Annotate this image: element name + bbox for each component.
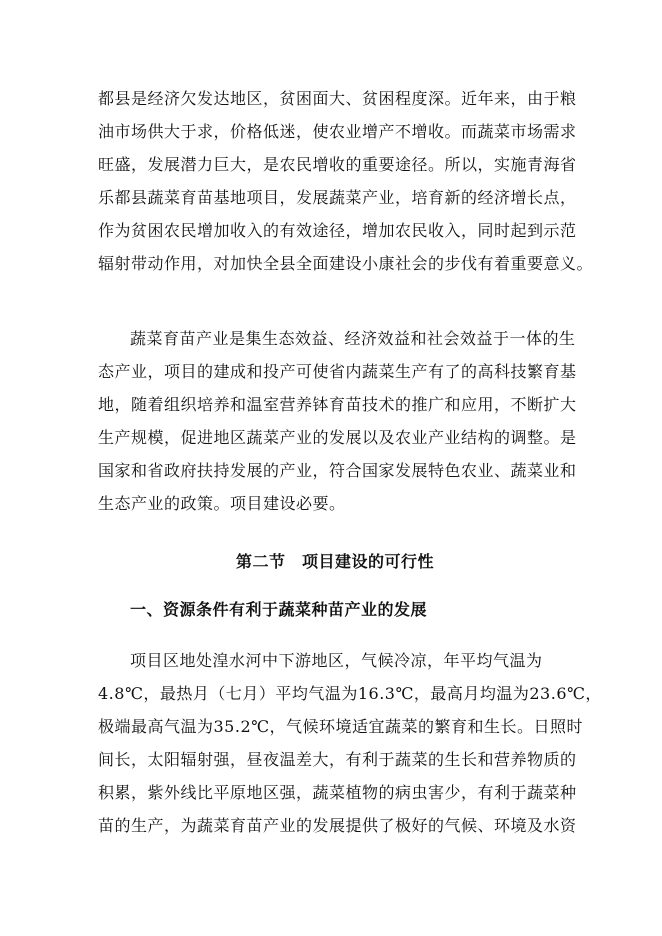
text-line: 地，随着组织培养和温室营养钵育苗技术的推广和应用，不断扩大 <box>98 395 577 414</box>
section-heading: 第二节 项目建设的可行性 <box>236 552 435 571</box>
text-line: 态产业，项目的建成和投产可使省内蔬菜生产有了的高科技繁育基 <box>98 362 577 381</box>
text-line: 作为贫困农民增加收入的有效途径，增加农民收入，同时起到示范 <box>98 221 577 240</box>
text-line: 蔬菜育苗产业是集生态效益、经济效益和社会效益于一体的生 <box>130 329 576 348</box>
text-line: 苗的生产，为蔬菜育苗产业的发展提供了极好的气候、环境及水资 <box>98 816 577 835</box>
text-line: 生产规模，促进地区蔬菜产业的发展以及农业产业结构的调整。是 <box>98 428 577 447</box>
text-line: 间长，太阳辐射强，昼夜温差大，有利于蔬菜的生长和营养物质的 <box>98 750 577 769</box>
text-line: 旺盛，发展潜力巨大，是农民增收的重要途径。所以，实施青海省 <box>98 155 577 174</box>
text-line: 积累，紫外线比平原地区强，蔬菜植物的病虫害少，有利于蔬菜种 <box>98 783 577 802</box>
text-line: 都县是经济欠发达地区，贫困面大、贫困程度深。近年来，由于粮 <box>98 89 577 108</box>
subheading: 一、资源条件有利于蔬菜种苗产业的发展 <box>130 600 428 619</box>
text-line: 生态产业的政策。项目建设必要。 <box>98 494 346 513</box>
text-line: 油市场供大于求，价格低迷，使农业增产不增收。而蔬菜市场需求 <box>98 122 577 141</box>
text-line: 极端最高气温为35.2℃，气候环境适宜蔬菜的繁育和生长。日照时 <box>98 717 584 736</box>
text-line: 国家和省政府扶持发展的产业，符合国家发展特色农业、蔬菜业和 <box>98 461 577 480</box>
text-line: 项目区地处湟水河中下游地区，气候冷凉，年平均气温为 <box>130 651 543 670</box>
text-line: 辐射带动作用，对加快全县全面建设小康社会的步伐有着重要意义。 <box>98 254 594 273</box>
text-line: 乐都县蔬菜育苗基地项目，发展蔬菜产业，培育新的经济增长点， <box>98 188 577 207</box>
text-line: 4.8℃，最热月（七月）平均气温为16.3℃，最高月均温为23.6℃， <box>98 684 602 703</box>
